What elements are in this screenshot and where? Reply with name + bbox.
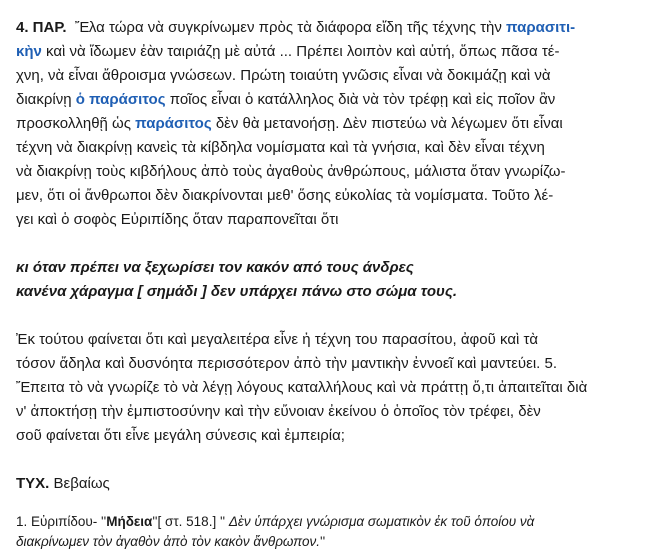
speaker-label: 4. ΠΑΡ. xyxy=(16,19,67,36)
highlight-term: κὴν xyxy=(16,43,42,60)
text: ποῖος εἶναι ὁ κατάλληλος διὰ νὰ τὸν τρέφῃ καὶ εἰς ποῖον ἂν xyxy=(169,91,556,108)
paragraph2-line1: Ἐκ τούτου φαίνεται ὅτι καὶ μεγαλειτέρα εἶνε ἡ τέχνη του παρασίτου, ἀφοῦ καὶ τὰ xyxy=(16,331,539,348)
quote-line1: κι όταν πρέπει να ξεχωρίσει τον κακόν από τους άνδρες xyxy=(16,259,414,276)
quote-line2: κανένα χάραγμα [ σημάδι ] δεν υπάρχει πάνω στο σώμα τους. xyxy=(16,283,458,300)
text: καὶ νὰ ἴδωμεν ἐὰν ταιριάζῃ μὲ αὐτά ... Πρέπει λοιπὸν καὶ αὐτή, ὅπως πᾶσα τέ- xyxy=(46,43,560,60)
paragraph1-line6: τέχνη νὰ διακρίνῃ κανεὶς τὰ κίβδηλα νομίσματα καὶ τὰ γνήσια, καὶ δὲν εἶναι τέχνη xyxy=(16,139,545,156)
paragraph1-line7: νὰ διακρίνῃ τοὺς κιβδήλους ἀπὸ τοὺς ἀγαθοὺς ἀνθρώπους, μάλιστα ὅταν γνωρίζω- xyxy=(16,163,566,180)
paragraph1-line4 xyxy=(16,90,555,110)
highlight-term: παράσιτος xyxy=(135,115,212,132)
paragraph1-line1 xyxy=(16,18,575,38)
footnote-ref: ''[ στ. 518.] '' xyxy=(152,514,226,529)
reply-text: Βεβαίως xyxy=(53,475,110,492)
paragraph1-line9: γει καὶ ὁ σοφὸς Εὐριπίδης ὅταν παραπονεῖται ὅτι xyxy=(16,211,339,228)
footnote-title: Μήδεια xyxy=(106,514,153,529)
highlight-term: ὁ παράσιτος xyxy=(75,91,166,108)
paragraph2-line4: ν' ἀποκτήσῃ τὴν ἐμπιστοσύνην καὶ τὴν εὔνοιαν ἐκείνου ὁ ὁποῖος τὸν τρέφει, δὲν xyxy=(16,403,541,420)
paragraph1-line8: μεν, ὅτι οἱ ἄνθρωποι δὲν διακρίνονται μεθ' ὅσης εὐκολίας τὰ νομίσματα. Τοῦτο λέ- xyxy=(16,187,554,204)
highlight-term: παρασιτι- xyxy=(506,19,576,36)
text: δὲν θὰ μετανοήσῃ. Δὲν πιστεύω νὰ λέγωμεν ὅτι εἶναι xyxy=(215,115,563,132)
footnote-line1 xyxy=(16,512,534,532)
paragraph1-line5 xyxy=(16,114,563,134)
reply-line xyxy=(16,474,110,494)
speaker-label: ΤΥΧ. xyxy=(16,475,50,492)
paragraph1-line2 xyxy=(16,42,559,62)
paragraph1-line3: χνη, νὰ εἶναι ἄθροισμα γνώσεων. Πρώτη τοιαύτη γνῶσις εἶναι νὰ δοκιμάζῃ καὶ νὰ xyxy=(16,67,551,84)
text: Ἔλα τώρα νὰ συγκρίνωμεν πρὸς τὰ διάφορα εἴδη τῆς τέχνης τὴν xyxy=(74,19,502,36)
paragraph2-line5: σοῦ φαίνεται ὅτι εἶνε μεγάλη σύνεσις καὶ ἐμπειρία; xyxy=(16,427,345,444)
paragraph2-line2: τόσον ἄδηλα καὶ δυσνόητα περισσότερον ἀπὸ τὴν μαντικὴν ἐννοεῖ καὶ μαντεύει. 5. xyxy=(16,355,557,372)
footnote-end: '' xyxy=(320,534,326,549)
footnote-text: Δὲν ὑπάρχει γνώρισμα σωματικὸν ἐκ τοῦ ὁποίου νὰ xyxy=(228,514,535,529)
text: προσκολληθῇ ὡς xyxy=(16,115,131,132)
text: διακρίνῃ xyxy=(16,91,72,108)
footnote-text: διακρίνωμεν τὸν ἀγαθὸν ἀπὸ τὸν κακὸν ἄνθρωπον. xyxy=(16,534,321,549)
footnote-line2 xyxy=(16,532,325,552)
footnote-prefix: 1. Εὐριπίδου- '' xyxy=(16,514,107,529)
paragraph2-line3: Ἔπειτα τὸ νὰ γνωρίζε τὸ νὰ λέγῃ λόγους καταλλήλους καὶ νὰ πράττῃ ὅ,τι ἀπαιτεῖται διὰ xyxy=(16,379,588,396)
